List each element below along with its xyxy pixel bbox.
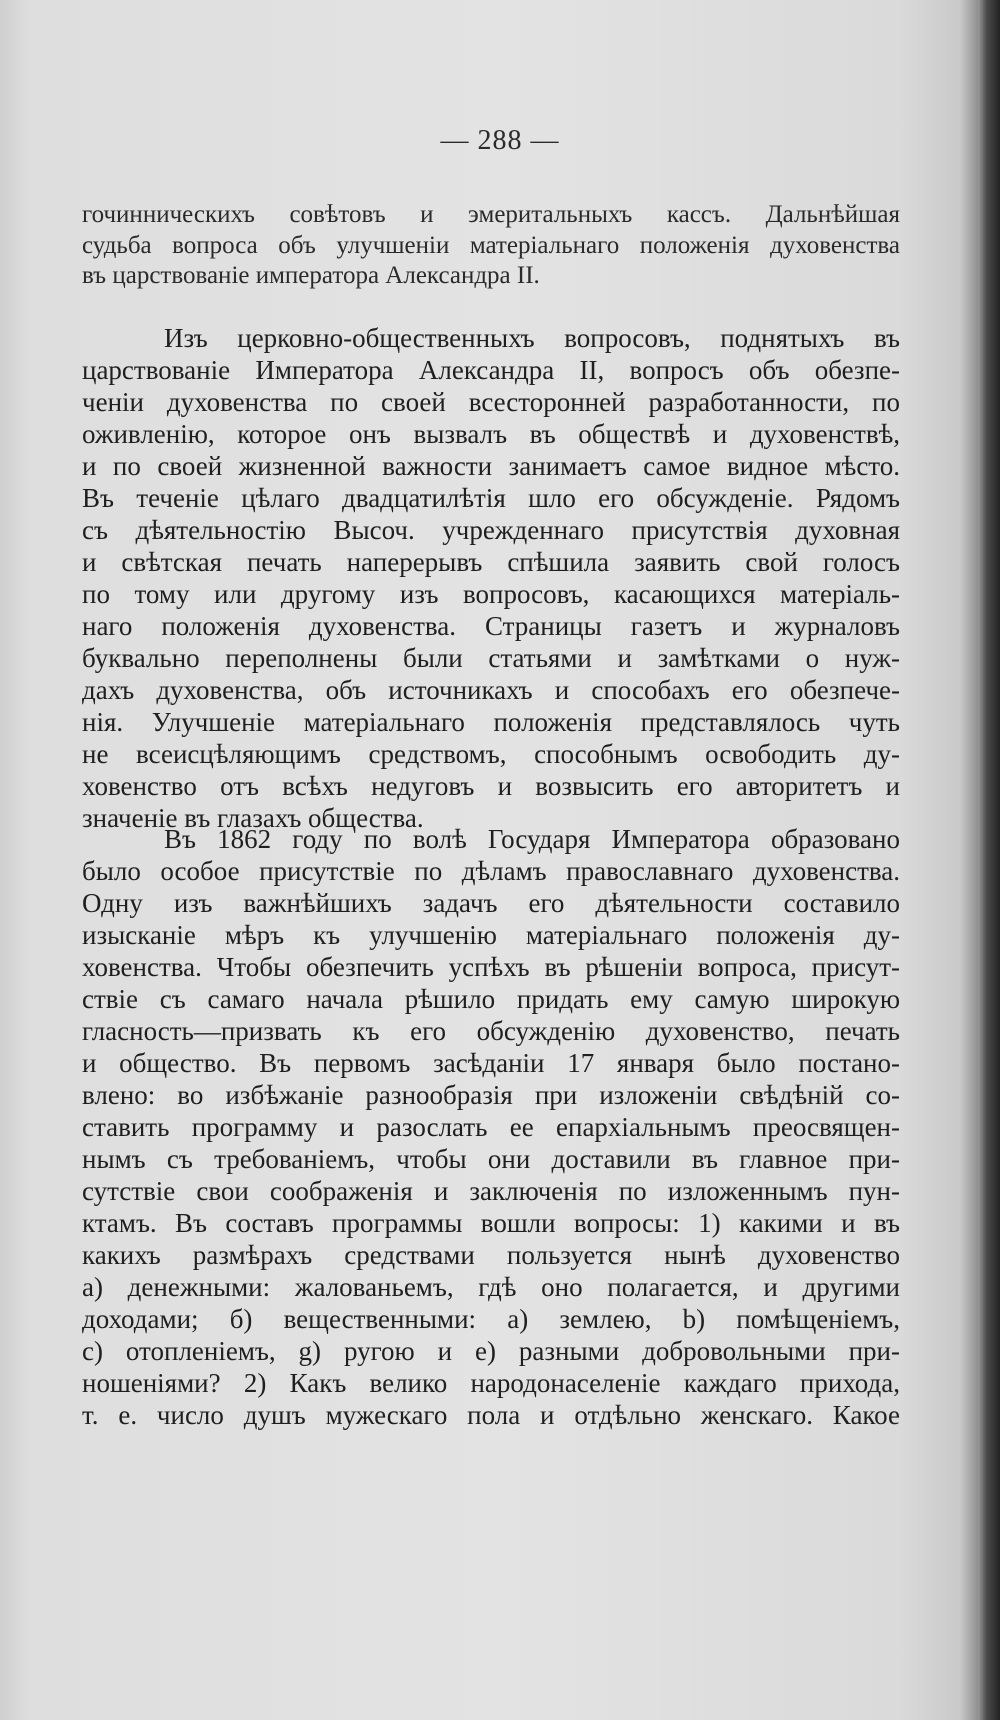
intro-line: въ царствованіе императора Александра II. — [82, 262, 540, 289]
paragraph-line: ктамъ. Въ составъ программы вошли вопросы: 1) какими и въ — [82, 1208, 900, 1238]
paragraph-line: ношеніями? 2) Какъ велико народонаселеніе каждаго прихода, — [82, 1368, 900, 1398]
paragraph-line: Въ 1862 году по волѣ Государя Императора образовано — [164, 824, 900, 854]
paragraph-line: c) отопленіемъ, g) ругою и e) разными добровольными при- — [82, 1336, 900, 1366]
paragraph-line: значеніе въ глазахъ общества. — [82, 803, 424, 833]
paragraph-line: влено: во избѣжаніе разнообразія при изложеніи свѣдѣній со- — [82, 1080, 900, 1110]
paragraph-line: ховенство отъ всѣхъ недуговъ и возвысить его авторитетъ и — [82, 771, 900, 801]
paragraph-line: ставить программу и разослать ее епархіальнымъ преосвящен- — [82, 1112, 900, 1142]
paragraph-line: т. е. число душъ мужескаго пола и отдѣльно женскаго. Какое — [82, 1400, 900, 1430]
paragraph-line: не всеисцѣляющимъ средствомъ, способнымъ освободить ду- — [82, 739, 900, 769]
paragraph-line: съ дѣятельностію Высоч. учрежденнаго присутствія духовная — [82, 515, 900, 545]
paragraph-line: доходами; б) вещественными: а) землею, b) помѣщеніемъ, — [82, 1304, 900, 1334]
paragraph-line: гласность—призвать къ его обсужденію духовенство, печать — [82, 1016, 900, 1046]
paragraph-2 — [82, 823, 900, 1431]
paragraph-line: и общество. Въ первомъ засѣданіи 17 января было постано- — [82, 1048, 900, 1078]
paragraph-line: сутствіе свои соображенія и заключенія по изложеннымъ пун- — [82, 1176, 900, 1206]
paragraph-line: нія. Улучшеніе матеріальнаго положенія представлялось чуть — [82, 707, 900, 737]
paragraph-line: а) денежными: жалованьемъ, гдѣ оно полагается, и другими — [82, 1272, 900, 1302]
paragraph-line: ченіи духовенства по своей всесторонней разработанности, по — [82, 387, 900, 417]
paragraph-line: царствованіе Императора Александра II, вопросъ объ обезпе- — [82, 355, 900, 385]
book-spine-shadow — [978, 0, 1000, 1720]
paragraph-line: и по своей жизненной важности занимаетъ самое видное мѣсто. — [82, 451, 900, 481]
paragraph-line: и свѣтская печать наперерывъ спѣшила заявить свой голосъ — [82, 547, 900, 577]
page-number: — 288 — — [440, 125, 560, 156]
paragraph-line: Одну изъ важнѣйшихъ задачъ его дѣятельности составило — [82, 888, 900, 918]
paragraph-line: по тому или другому изъ вопросовъ, касающихся матеріаль- — [82, 579, 900, 609]
paragraph-line: буквально переполнены были статьями и замѣтками о нуж- — [82, 643, 900, 673]
paragraph-line: Въ теченіе цѣлаго двадцатилѣтія шло его обсужденіе. Рядомъ — [82, 483, 900, 513]
paragraph-line: наго положенія духовенства. Страницы газетъ и журналовъ — [82, 611, 900, 641]
paragraph-line: ствіе съ самаго начала рѣшило придать ему самую широкую — [82, 984, 900, 1014]
intro-summary — [82, 200, 900, 292]
paragraph-line: изысканіе мѣръ къ улучшенію матеріальнаго положенія ду- — [82, 920, 900, 950]
paragraph-line: оживленію, которое онъ вызвалъ въ обществѣ и духовенствѣ, — [82, 419, 900, 449]
paragraph-line: дахъ духовенства, объ источникахъ и способахъ его обезпече- — [82, 675, 900, 705]
paragraph-line: было особое присутствіе по дѣламъ православнаго духовенства. — [82, 856, 900, 886]
intro-line: гочинническихъ совѣтовъ и эмеритальныхъ кассъ. Дальнѣйшая — [82, 201, 900, 228]
intro-line: судьба вопроса объ улучшеніи матеріальнаго положенія духовенства — [82, 231, 900, 259]
paragraph-line: ховенства. Чтобы обезпечить успѣхъ въ рѣшеніи вопроса, присут- — [82, 952, 900, 982]
paragraph-line: нымъ съ требованіемъ, чтобы они доставили въ главное при- — [82, 1144, 900, 1174]
paragraph-line: Изъ церковно-общественныхъ вопросовъ, поднятыхъ въ — [164, 323, 900, 353]
paragraph-line: какихъ размѣрахъ средствами пользуется нынѣ духовенство — [82, 1240, 900, 1270]
paragraph-1 — [82, 322, 900, 834]
